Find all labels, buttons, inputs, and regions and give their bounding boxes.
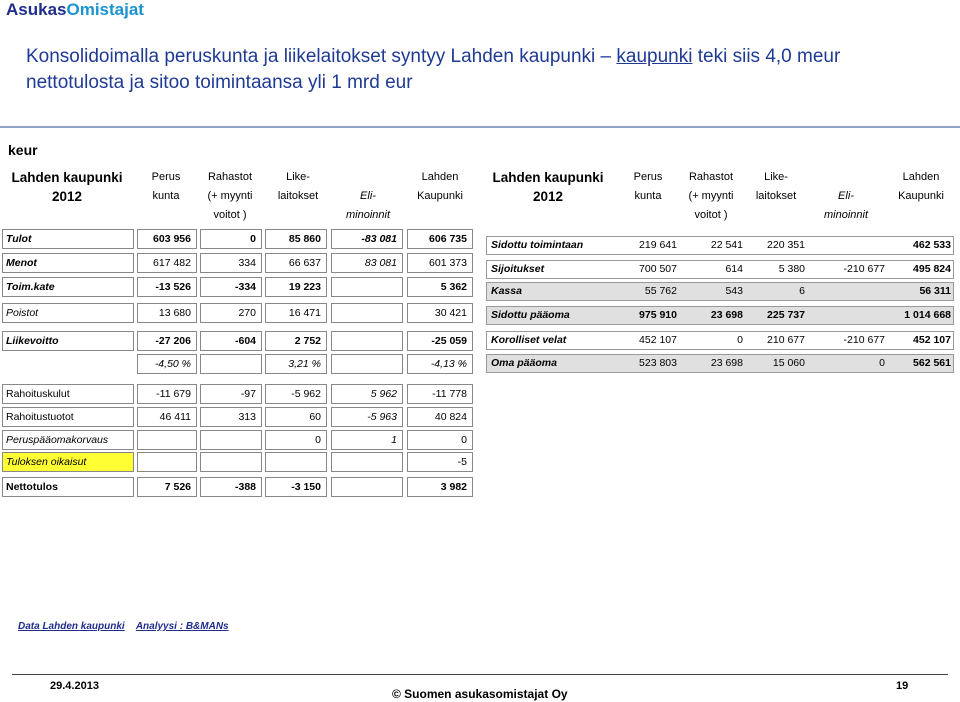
left-row-value: 603 956 [137, 229, 197, 249]
left-row-value: 0 [407, 430, 473, 450]
brand-logo [6, 0, 144, 20]
right-row-label: Korolliset velat [491, 334, 567, 346]
left-row-value: -5 962 [265, 384, 327, 404]
title-line2: nettotulosta ja sitoo toimintaansa yli 1 mrd eur [26, 72, 413, 93]
title-line1-link: kaupunki [616, 46, 693, 67]
left-row-value: -5 [407, 452, 473, 472]
right-row-value: -210 677 [843, 334, 885, 346]
left-row-value: 46 411 [137, 407, 197, 427]
right-row-value: 5 380 [778, 263, 805, 275]
right-row-value [813, 306, 885, 325]
left-row-value [331, 331, 403, 351]
left-row-value: 66 637 [265, 253, 327, 273]
right-row-label: Sidottu toimintaan [491, 239, 584, 251]
left-row-value: -604 [200, 331, 262, 351]
right-header-name: Lahden kaupunki 2012 [492, 170, 604, 204]
left-row-label: Peruspääomakorvaus [2, 430, 134, 450]
left-row-value: 270 [200, 303, 262, 323]
right-row-value: 562 561 [913, 357, 951, 369]
left-header-eli: Eli- minoinnit [345, 190, 391, 221]
footer-copyright: © Suomen asukasomistajat Oy [392, 687, 568, 701]
title-line1-a: Konsolidoimalla peruskunta ja liikelaitokset syntyy Lahden kaupunki – [26, 46, 617, 67]
footer-source: Data Lahden kaupunki Analyysi : B&MANs [18, 621, 229, 632]
left-row-value: 601 373 [407, 253, 473, 273]
left-row-value: -334 [200, 277, 262, 297]
footer-date: 29.4.2013 [50, 680, 99, 692]
left-row-label: Poistot [2, 303, 134, 323]
left-row-value [331, 277, 403, 297]
left-row-value: 334 [200, 253, 262, 273]
right-row-label: Sidottu pääoma [491, 309, 570, 321]
brand-part1: Asukas [6, 0, 67, 19]
title-separator [0, 126, 960, 128]
left-row-value: 40 824 [407, 407, 473, 427]
right-row-value: 6 [799, 285, 805, 297]
right-row-label: Kassa [491, 285, 522, 297]
left-row-value [331, 452, 403, 472]
left-header-lahden: Lahden Kaupunki [417, 171, 463, 202]
right-row-value: 22 541 [710, 239, 743, 251]
left-header-name: Lahden kaupunki 2012 [11, 170, 123, 204]
right-table-row [486, 306, 954, 325]
left-row-value: 2 752 [265, 331, 327, 351]
left-row-value: 5 362 [407, 277, 473, 297]
right-table-row [486, 260, 954, 279]
left-row-value: 0 [265, 430, 327, 450]
left-row-value: 30 421 [407, 303, 473, 323]
unit-label: keur [8, 142, 38, 158]
left-row-value: 3 982 [407, 477, 473, 497]
left-row-value: -25 059 [407, 331, 473, 351]
right-row-value: 975 910 [639, 309, 677, 321]
right-row-value: 543 [725, 285, 743, 297]
left-row-value [265, 452, 327, 472]
left-row-value: 3,21 % [265, 354, 327, 374]
right-row-value: 462 533 [913, 239, 951, 251]
right-row-value: 523 803 [639, 357, 677, 369]
right-row-value: 219 641 [639, 239, 677, 251]
right-table-row [486, 236, 954, 255]
left-row-label: Tuloksen oikaisut [2, 452, 134, 472]
left-row-value [200, 354, 262, 374]
right-row-value: 220 351 [767, 239, 805, 251]
right-row-value: 700 507 [639, 263, 677, 275]
right-row-value: 23 698 [710, 309, 743, 321]
left-row-label: Toim.kate [2, 277, 134, 297]
left-row-value: 5 962 [331, 384, 403, 404]
right-table-row [486, 331, 954, 350]
page-number: 19 [896, 680, 909, 692]
left-row-value: -11 679 [137, 384, 197, 404]
left-row-value: -388 [200, 477, 262, 497]
right-row-value: 15 060 [772, 357, 805, 369]
right-table-row [486, 354, 954, 373]
left-row-value: -27 206 [137, 331, 197, 351]
right-row-value: 452 107 [913, 334, 951, 346]
left-header-perus: Perus kunta [151, 171, 181, 202]
right-row-value: 55 762 [644, 285, 677, 297]
left-row-value [331, 303, 403, 323]
left-row-label: Liikevoitto [2, 331, 134, 351]
left-row-value: 19 223 [265, 277, 327, 297]
left-row-value: -11 778 [407, 384, 473, 404]
right-row-label: Sijoitukset [491, 263, 545, 275]
left-row-label: Menot [2, 253, 134, 273]
left-row-value: -3 150 [265, 477, 327, 497]
left-row-value [331, 477, 403, 497]
left-row-value [200, 452, 262, 472]
right-row-label: Oma pääoma [491, 357, 557, 369]
right-row-value: 56 311 [919, 285, 951, 297]
left-row-value: 13 680 [137, 303, 197, 323]
slide-title [26, 44, 946, 96]
right-row-value: 495 824 [913, 263, 951, 275]
left-row-value: 85 860 [265, 229, 327, 249]
title-line1-c: teki siis 4,0 meur [692, 46, 841, 67]
right-row-value: 0 [737, 334, 743, 346]
right-row-value [813, 236, 885, 255]
left-row-value: -13 526 [137, 277, 197, 297]
right-row-value: 1 014 668 [904, 309, 951, 321]
footer-line [12, 674, 948, 675]
left-row-value: 1 [331, 430, 403, 450]
left-row-value: -4,50 % [137, 354, 197, 374]
right-row-value: -210 677 [843, 263, 885, 275]
left-row-label: Rahoitustuotot [2, 407, 134, 427]
right-header-eli: Eli- minoinnit [823, 190, 869, 221]
right-header-perus: Perus kunta [633, 171, 663, 202]
right-table-row [486, 282, 954, 301]
right-header-like: Like- laitokset [755, 171, 797, 202]
left-row-value: 60 [265, 407, 327, 427]
left-row-label: Tulot [2, 229, 134, 249]
right-row-value: 210 677 [767, 334, 805, 346]
left-row-label: Rahoituskulut [2, 384, 134, 404]
left-row-value: -83 081 [331, 229, 403, 249]
left-row-value: -5 963 [331, 407, 403, 427]
left-row-value: 313 [200, 407, 262, 427]
right-row-value: 452 107 [639, 334, 677, 346]
left-header-rahastot: Rahastot (+ myynti voitot ) [207, 171, 253, 221]
left-row-value [200, 430, 262, 450]
left-row-value: 7 526 [137, 477, 197, 497]
left-row-value: -97 [200, 384, 262, 404]
left-row-value: 16 471 [265, 303, 327, 323]
left-row-value [137, 430, 197, 450]
right-row-value: 0 [879, 357, 885, 369]
left-row-value: 606 735 [407, 229, 473, 249]
left-row-value: 0 [200, 229, 262, 249]
right-row-value: 614 [725, 263, 743, 275]
left-row-value [331, 354, 403, 374]
right-header-lahden: Lahden Kaupunki [898, 171, 944, 202]
right-row-value: 23 698 [710, 357, 743, 369]
left-row-value: 83 081 [331, 253, 403, 273]
right-row-value [813, 282, 885, 301]
left-row-value: 617 482 [137, 253, 197, 273]
left-row-label: Nettotulos [2, 477, 134, 497]
right-row-value: 225 737 [767, 309, 805, 321]
left-row-value [137, 452, 197, 472]
right-header-rahastot: Rahastot (+ myynti voitot ) [688, 171, 734, 221]
left-header-like: Like- laitokset [277, 171, 319, 202]
brand-part2: Omistajat [66, 0, 144, 19]
left-row-value: -4,13 % [407, 354, 473, 374]
